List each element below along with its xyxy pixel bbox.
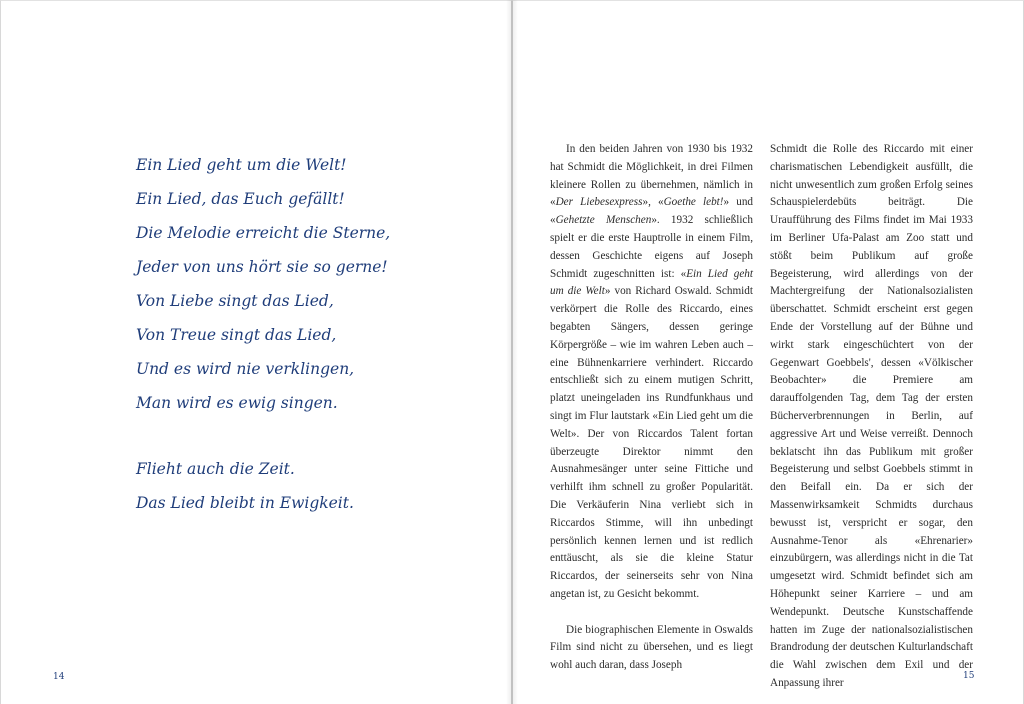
text-run: In den beiden Jahren von 1930 bis 1932 hat Schmidt die Möglichkeit, in drei Filmen kleinere Rollen zu übernehmen, nämlich in «: [550, 143, 753, 209]
poem-line: Von Treue singt das Lied,: [136, 326, 337, 344]
film-title: Der Liebesexpress: [555, 196, 643, 209]
poem-line: Von Liebe singt das Lied,: [136, 292, 334, 310]
text-run: » und «: [550, 196, 754, 227]
film-title: Ein Lied geht um die Welt: [550, 267, 753, 298]
poem-stanza-1: [136, 148, 476, 420]
poem-line: Jeder von uns hört sie so gerne!: [136, 258, 388, 276]
film-title: Goethe lebt!: [663, 196, 724, 209]
paragraph: [550, 141, 753, 604]
poem-line: Die Melodie erreicht die Sterne,: [136, 224, 391, 242]
poem-line: Man wird es ewig singen.: [136, 394, 338, 412]
poem-line: Flieht auch die Zeit.: [136, 460, 295, 478]
poem-line: Ein Lied, das Euch gefällt!: [136, 190, 345, 208]
text-column-1: [550, 141, 753, 675]
paragraph-continued: Schmidt die Rolle des Riccardo mit einer charismatischen Lebendigkeit ausfüllt, die nicht unwesentlich zum großen Erfolg seines Schauspielerdebüts beiträgt. Die Uraufführung des Films findet im Mai 1933 im Berliner Ufa-Palast am Zoo statt und stößt beim Publikum auf große Begeisterung, wird allerdings von der Machtergreifung der Nationalsozialisten überschattet. Schmidt erscheint erst gegen Ende der Vorstellung auf der Bühne und wirkt stark eingeschüchtert von der Gegenwart Goebbels', dessen «Völkischer Beobachter» die Premiere am darauffolgenden Tag, dem Tag der ersten Bücherverbrennungen in Berlin, auf aggressive Art und Weise verreißt. Dennoch beklatscht ihn das Publikum mit großer Begeisterung und selbst Goebbels stimmt in den Beifall ein. Da er sich der Massenwirksamkeit Schmidts durchaus bewusst ist, verspricht er sogar, den Ausnahme-Tenor als «Ehrenarier» einzubürgern, was allerdings nicht in die Tat umgesetzt wird. Schmidt befindet sich am Höhepunkt seiner Karriere – und am Wendepunkt. Deutsche Kunstschaffende hatten im Zuge der nationalsozialistischen Brandrodung der deutschen Kulturlandschaft die Wahl zwischen dem Exil und der Anpassung ihrer: [770, 143, 973, 689]
poem-line: Und es wird nie verklingen,: [136, 360, 355, 378]
poem-line: Das Lied bleibt in Ewigkeit.: [136, 494, 354, 512]
page-number-right: 15: [963, 671, 975, 681]
text-run: » von Richard Oswald. Schmidt verkörpert die Rolle des Riccardo, eines begabten Sängers, dessen geringe Körpergröße – wie im wahren Leben auch – eine Bühnenkarriere verhindert. Riccardo entschließt sich zu einem mutigen Schritt, platzt uneingeladen ins Rundfunkhaus und singt im Flur lautstark «Ein Lied geht um die Welt». Der von Riccardos Talent fortan überzeugte Direktor nimmt den Ausnahmesänger unter seine Fittiche und verhilft ihm schnell zu großer Popularität. Die Verkäuferin Nina verliebt sich in Riccardos Stimme, will ihn unbedingt persönlich kennen lernen und ist redlich enttäuscht, als sie die kleine Statur Riccardos, der seinerseits sehr von Nina angetan ist, zu Gesicht bekommt.: [550, 285, 753, 600]
text-column-2: [770, 141, 973, 693]
poem-stanza-2: [136, 452, 476, 520]
text-run: ». 1932 schließlich spielt er die erste Hauptrolle in einem Film, dessen Geschichte eigens auf Joseph Schmidt zugeschnitten ist: «: [550, 214, 753, 280]
poem: [136, 148, 476, 520]
text-run: », «: [642, 196, 664, 209]
paragraph: Die biographischen Elemente in Oswalds Film sind nicht zu übersehen, und es liegt wohl auch daran, dass Joseph: [550, 623, 753, 672]
film-title: Gehetzte Menschen: [555, 214, 652, 227]
poem-line: Ein Lied geht um die Welt!: [136, 156, 347, 174]
page-number-left: 14: [53, 672, 65, 682]
